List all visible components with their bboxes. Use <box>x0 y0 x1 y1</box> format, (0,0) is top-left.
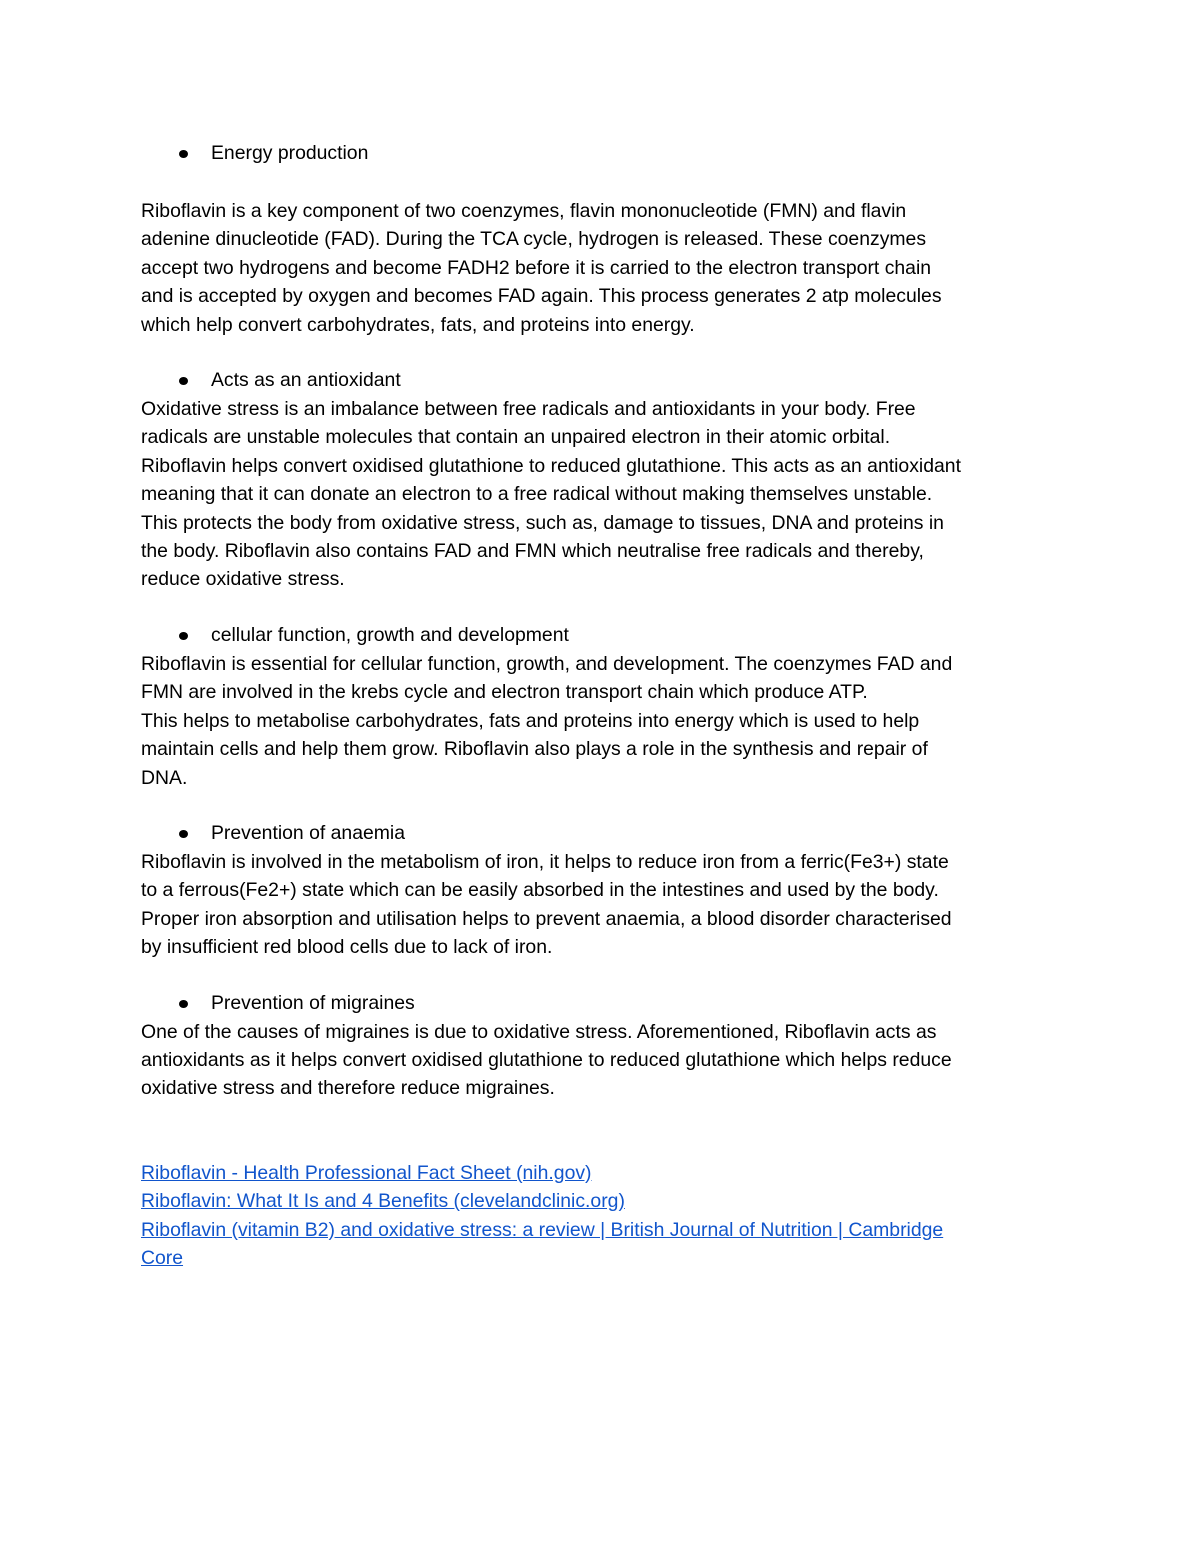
bullet-dot-icon <box>179 632 188 640</box>
section-paragraph <box>141 650 1066 792</box>
paragraph-line: radicals are unstable molecules that contain an unpaired electron in their atomic orbital. <box>141 426 891 449</box>
section-heading: Prevention of migraines <box>211 991 415 1014</box>
paragraph-line: maintain cells and help them grow. Riboflavin also plays a role in the synthesis and repair of <box>141 738 928 761</box>
paragraph-line: This protects the body from oxidative stress, such as, damage to tissues, DNA and proteins in <box>141 511 944 534</box>
bullet-heading <box>141 139 1066 168</box>
section-energy-production <box>141 139 1066 339</box>
section-paragraph <box>141 197 1066 339</box>
bullet-heading <box>141 621 1066 650</box>
paragraph-line: This helps to metabolise carbohydrates, fats and proteins into energy which is used to help <box>141 709 920 732</box>
references-list <box>141 1159 1066 1273</box>
paragraph-line: meaning that it can donate an electron to a free radical without making themselves unstable. <box>141 483 933 506</box>
paragraph-line: Riboflavin helps convert oxidised glutathione to reduced glutathione. This acts as an antioxidant <box>141 454 961 477</box>
link-text: Core <box>141 1246 184 1269</box>
paragraph-line: Riboflavin is a key component of two coenzymes, flavin mononucleotide (FMN) and flavin <box>141 200 907 222</box>
reference-link-clevelandclinic[interactable] <box>141 1187 1066 1215</box>
paragraph-line: Proper iron absorption and utilisation helps to prevent anaemia, a blood disorder characterised <box>141 907 952 930</box>
paragraph-line: Riboflavin is involved in the metabolism of iron, it helps to reduce iron from a ferric(Fe3+) state <box>141 850 949 873</box>
bullet-dot-icon <box>179 830 188 838</box>
bullet-dot-icon <box>179 1000 188 1008</box>
paragraph-line: accept two hydrogens and become FADH2 before it is carried to the electron transport chain <box>141 256 932 279</box>
paragraph-line: antioxidants as it helps convert oxidised glutathione to reduced glutathione which helps reduce <box>141 1048 952 1071</box>
paragraph-line: FMN are involved in the krebs cycle and electron transport chain which produce ATP. <box>141 681 868 704</box>
section-heading: Energy production <box>211 142 369 164</box>
paragraph-line: One of the causes of migraines is due to oxidative stress. Aforementioned, Riboflavin acts as <box>141 1020 937 1043</box>
section-heading: Prevention of anaemia <box>211 821 406 844</box>
section-antioxidant <box>141 366 1066 594</box>
paragraph-line: DNA. <box>141 766 188 789</box>
link-text: Riboflavin: What It Is and 4 Benefits (clevelandclinic.org) <box>141 1190 625 1213</box>
paragraph-line: Riboflavin is essential for cellular function, growth, and development. The coenzymes FAD and <box>141 652 953 675</box>
section-paragraph <box>141 1018 1066 1103</box>
bullet-heading <box>141 366 1066 395</box>
bullet-heading <box>141 989 1066 1018</box>
paragraph-line: reduce oxidative stress. <box>141 568 345 591</box>
paragraph-line: Oxidative stress is an imbalance between free radicals and antioxidants in your body. Free <box>141 398 916 421</box>
paragraph-line: adenine dinucleotide (FAD). During the TCA cycle, hydrogen is released. These coenzymes <box>141 228 927 251</box>
bullet-heading <box>141 819 1066 848</box>
link-text: Riboflavin - Health Professional Fact Sheet (nih.gov) <box>141 1161 592 1184</box>
reference-link-nih[interactable] <box>141 1159 1066 1187</box>
section-heading: Acts as an antioxidant <box>211 369 401 392</box>
paragraph-line: by insufficient red blood cells due to lack of iron. <box>141 936 553 959</box>
section-heading: cellular function, growth and development <box>211 623 569 646</box>
bullet-dot-icon <box>179 150 188 158</box>
section-migraines <box>141 989 1066 1103</box>
document-page <box>141 139 1066 1272</box>
paragraph-line: which help convert carbohydrates, fats, and proteins into energy. <box>141 313 695 336</box>
reference-link-cambridge[interactable] <box>141 1216 1066 1273</box>
paragraph-line: the body. Riboflavin also contains FAD and FMN which neutralise free radicals and thereby, <box>141 540 924 563</box>
section-paragraph <box>141 848 1066 962</box>
link-text: Riboflavin (vitamin B2) and oxidative stress: a review | British Journal of Nutrition | Cambridge <box>141 1218 944 1241</box>
section-cellular-function <box>141 621 1066 792</box>
section-paragraph <box>141 395 1066 594</box>
bullet-dot-icon <box>179 377 188 385</box>
paragraph-line: oxidative stress and therefore reduce migraines. <box>141 1077 555 1100</box>
paragraph-line: to a ferrous(Fe2+) state which can be easily absorbed in the intestines and used by the body. <box>141 879 939 902</box>
paragraph-line: and is accepted by oxygen and becomes FAD again. This process generates 2 atp molecules <box>141 285 942 308</box>
section-anaemia <box>141 819 1066 962</box>
